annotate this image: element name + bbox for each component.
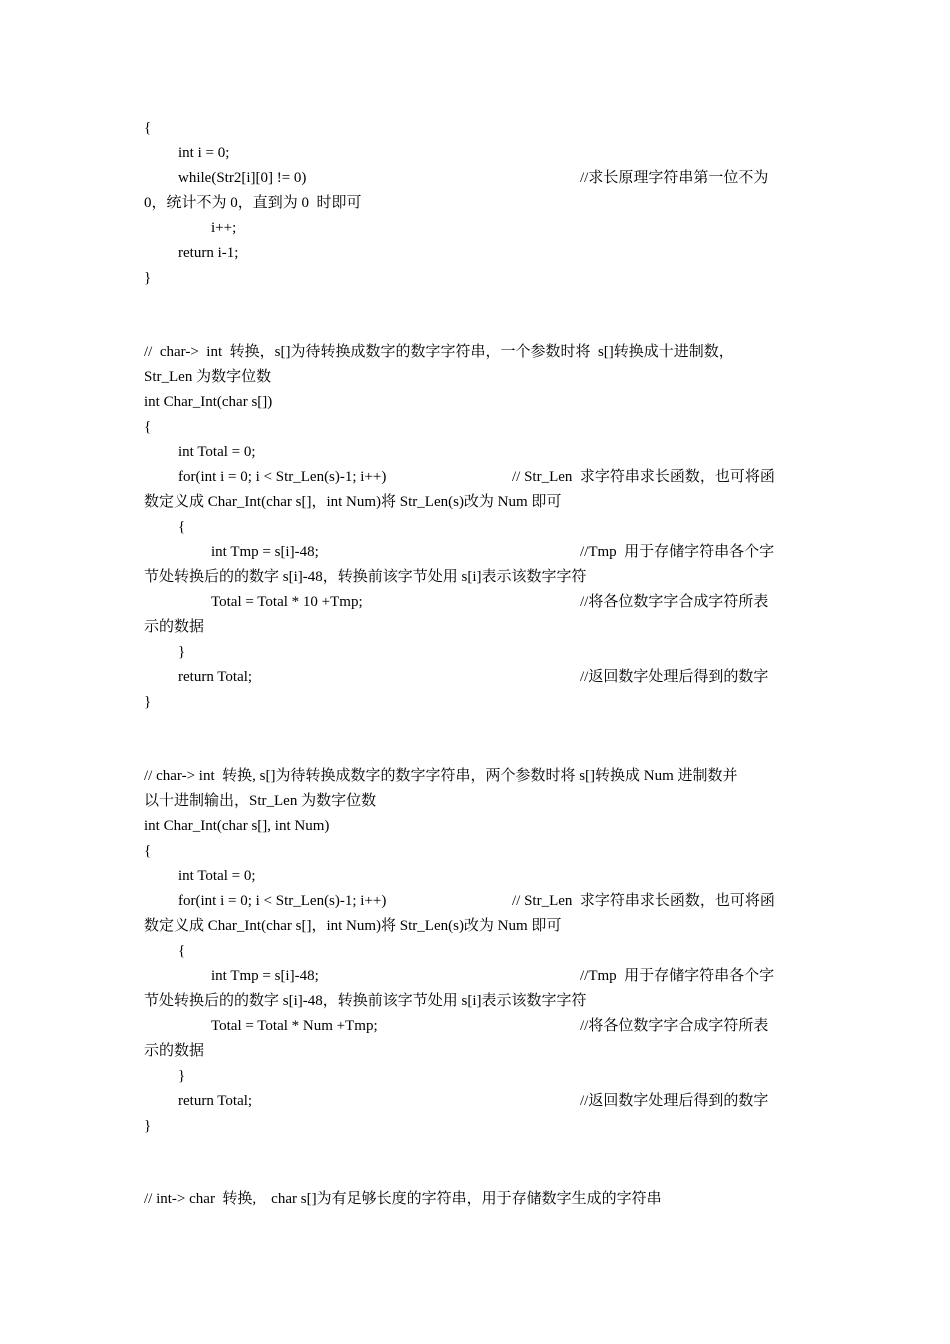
function-signature: int Char_Int(char s[]): [144, 394, 273, 410]
code-line: {: [178, 943, 186, 959]
code-line: while(Str2[i][0] != 0): [178, 170, 307, 186]
code-line: Total = Total * Num +Tmp;: [211, 1018, 378, 1034]
code-line: }: [144, 694, 152, 710]
code-line: int i = 0;: [178, 145, 230, 161]
code-comment-continuation: 示的数据: [144, 619, 205, 635]
code-comment-continuation: 0，统计不为 0，直到为 0 时即可: [144, 195, 362, 211]
code-comment-continuation: 节处转换后的的数字 s[i]-48，转换前该字节处用 s[i]表示该数字字符: [144, 569, 587, 585]
code-comment: //将各位数字字合成字符所表: [580, 1018, 769, 1034]
code-line: {: [144, 419, 152, 435]
code-comment-continuation: 示的数据: [144, 1043, 205, 1059]
code-comment: //Tmp 用于存储字符串各个字: [580, 544, 775, 560]
code-line: {: [178, 519, 186, 535]
code-comment-continuation: 节处转换后的的数字 s[i]-48，转换前该字节处用 s[i]表示该数字字符: [144, 993, 587, 1009]
code-line: return Total;: [178, 1093, 253, 1109]
code-line: int Total = 0;: [178, 868, 256, 884]
code-line: return Total;: [178, 669, 253, 685]
code-comment: //返回数字处理后得到的数字: [580, 1093, 769, 1109]
code-comment-continuation: 数定义成 Char_Int(char s[]，int Num)将 Str_Len(s)改为 Num 即可: [144, 494, 562, 510]
code-line: i++;: [211, 220, 237, 236]
code-comment: //Tmp 用于存储字符串各个字: [580, 968, 775, 984]
code-comment: //返回数字处理后得到的数字: [580, 669, 769, 685]
function-signature: int Char_Int(char s[], int Num): [144, 818, 330, 834]
code-comment: // Str_Len 求字符串求长函数，也可将函: [512, 893, 775, 909]
section-comment: Str_Len 为数字位数: [144, 369, 272, 385]
code-line: for(int i = 0; i < Str_Len(s)-1; i++): [178, 469, 387, 485]
code-line: {: [144, 120, 152, 136]
code-line: }: [144, 270, 152, 286]
code-line: Total = Total * 10 +Tmp;: [211, 594, 363, 610]
code-line: return i-1;: [178, 245, 239, 261]
code-line: int Tmp = s[i]-48;: [211, 968, 319, 984]
code-line: {: [144, 843, 152, 859]
code-line: }: [144, 1118, 152, 1134]
code-comment: // Str_Len 求字符串求长函数，也可将函: [512, 469, 775, 485]
code-comment: //将各位数字字合成字符所表: [580, 594, 769, 610]
section-comment: 以十进制输出，Str_Len 为数字位数: [144, 793, 377, 809]
code-line: int Total = 0;: [178, 444, 256, 460]
section-comment: // int-> char 转换, char s[]为有足够长度的字符串，用于存储数字生成的字符串: [144, 1191, 662, 1207]
code-comment-continuation: 数定义成 Char_Int(char s[]，int Num)将 Str_Len(s)改为 Num 即可: [144, 918, 562, 934]
code-line: }: [178, 644, 186, 660]
code-line: int Tmp = s[i]-48;: [211, 544, 319, 560]
code-line: }: [178, 1068, 186, 1084]
section-comment: // char-> int 转换，s[]为待转换成数字的数字字符串，一个参数时将 s[]转换成十进制数，: [144, 344, 734, 360]
code-comment: //求长原理字符串第一位不为: [580, 170, 769, 186]
code-line: for(int i = 0; i < Str_Len(s)-1; i++): [178, 893, 387, 909]
section-comment: // char-> int 转换, s[]为待转换成数字的数字字符串，两个参数时将 s[]转换成 Num 进制数并: [144, 768, 738, 784]
